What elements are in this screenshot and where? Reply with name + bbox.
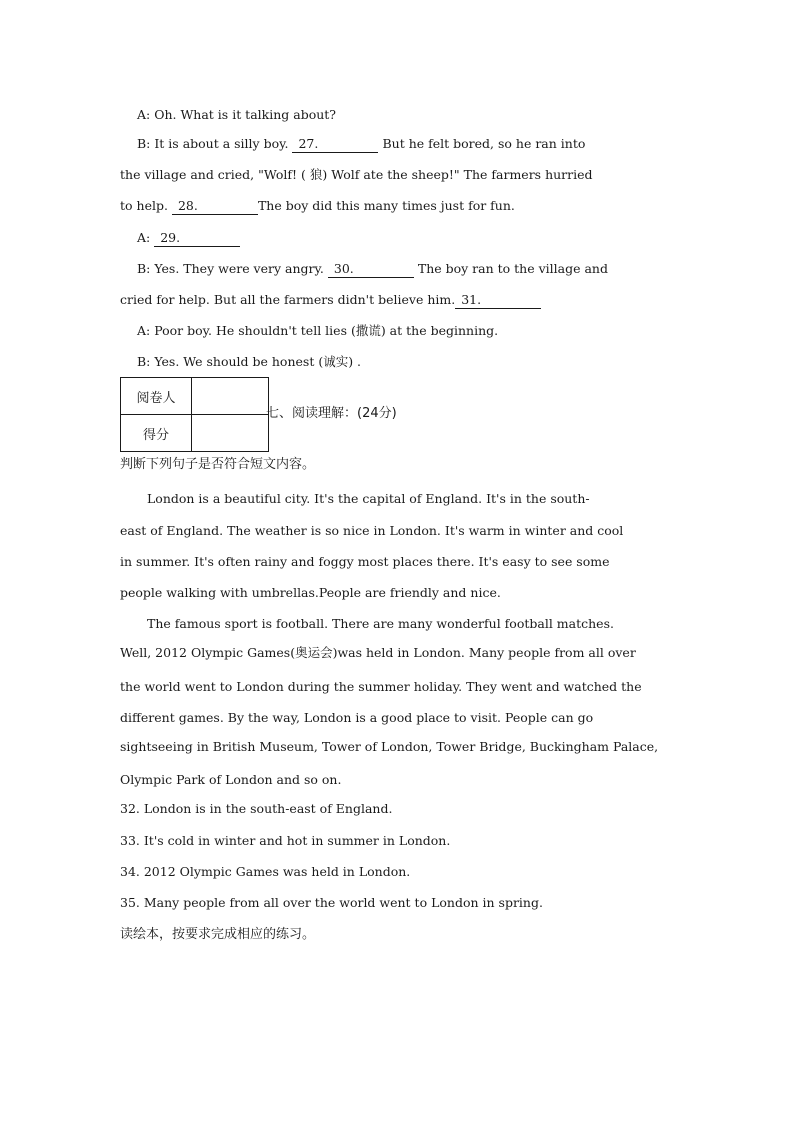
dialogue-line-b1-cont2: [120, 198, 515, 215]
passage-line: The famous sport is football. There are many wonderful football matches.: [147, 616, 614, 631]
dialogue-line-b2-cont: [120, 292, 541, 309]
question-35: 35. Many people from all over the world went to London in spring.: [120, 895, 543, 910]
question-34: 34. 2012 Olympic Games was held in London.: [120, 864, 411, 879]
dialogue-line-b2: [137, 261, 608, 278]
passage-line: the world went to London during the summer holiday. They went and watched the: [120, 679, 642, 694]
dialogue-text: cried for help. But all the farmers didn't believe him.: [120, 292, 456, 307]
reviewer-field[interactable]: [192, 378, 269, 415]
dialogue-text: But he felt bored, so he ran into: [382, 136, 586, 151]
question-33: 33. It's cold in winter and hot in summer in London.: [120, 833, 451, 848]
dialogue-line-a3: A: Poor boy. He shouldn't tell lies (撒谎) at the beginning.: [137, 323, 499, 338]
dialogue-text: The boy did this many times just for fun.: [257, 198, 515, 213]
section-instruction: 判断下列句子是否符合短文内容。: [120, 457, 316, 472]
blank-30[interactable]: 30.: [328, 261, 414, 278]
dialogue-line-b3: B: Yes. We should be honest (诚实) .: [137, 354, 362, 369]
passage-line: in summer. It's often rainy and foggy most places there. It's easy to see some: [120, 554, 610, 569]
passage-line: sightseeing in British Museum, Tower of London, Tower Bridge, Buckingham Palace,: [120, 739, 659, 754]
grading-table: [120, 377, 269, 452]
score-field[interactable]: [192, 415, 269, 452]
dialogue-text: A:: [137, 230, 151, 245]
reviewer-label: 阅卷人: [121, 378, 192, 415]
blank-31[interactable]: 31.: [455, 292, 541, 309]
dialogue-line-a2: [137, 230, 240, 247]
passage-line: people walking with umbrellas.People are friendly and nice.: [120, 585, 501, 600]
dialogue-text: to help.: [120, 198, 168, 213]
passage-line: east of England. The weather is so nice in London. It's warm in winter and cool: [120, 523, 624, 538]
section-title: 七、阅读理解：(24分): [266, 406, 397, 421]
blank-28[interactable]: 28.: [172, 198, 258, 215]
dialogue-line-a1: A: Oh. What is it talking about?: [137, 107, 337, 122]
dialogue-line-b1: [137, 136, 585, 153]
dialogue-line-b1-cont: the village and cried, "Wolf! ( 狼) Wolf ate the sheep!" The farmers hurried: [120, 167, 593, 182]
passage-line: different games. By the way, London is a good place to visit. People can go: [120, 710, 594, 725]
blank-29[interactable]: 29.: [154, 230, 240, 247]
blank-27[interactable]: 27.: [292, 136, 378, 153]
score-label: 得分: [121, 415, 192, 452]
question-32: 32. London is in the south-east of England.: [120, 801, 393, 816]
next-instruction: 读绘本，按要求完成相应的练习。: [120, 927, 316, 942]
passage-line: London is a beautiful city. It's the capital of England. It's in the south-: [147, 491, 590, 506]
passage-line: Olympic Park of London and so on.: [120, 772, 342, 787]
passage-line: Well, 2012 Olympic Games(奥运会)was held in London. Many people from all over: [120, 645, 636, 660]
dialogue-text: The boy ran to the village and: [417, 261, 608, 276]
dialogue-text: B: Yes. They were very angry.: [137, 261, 324, 276]
dialogue-text: B: It is about a silly boy.: [137, 136, 289, 151]
